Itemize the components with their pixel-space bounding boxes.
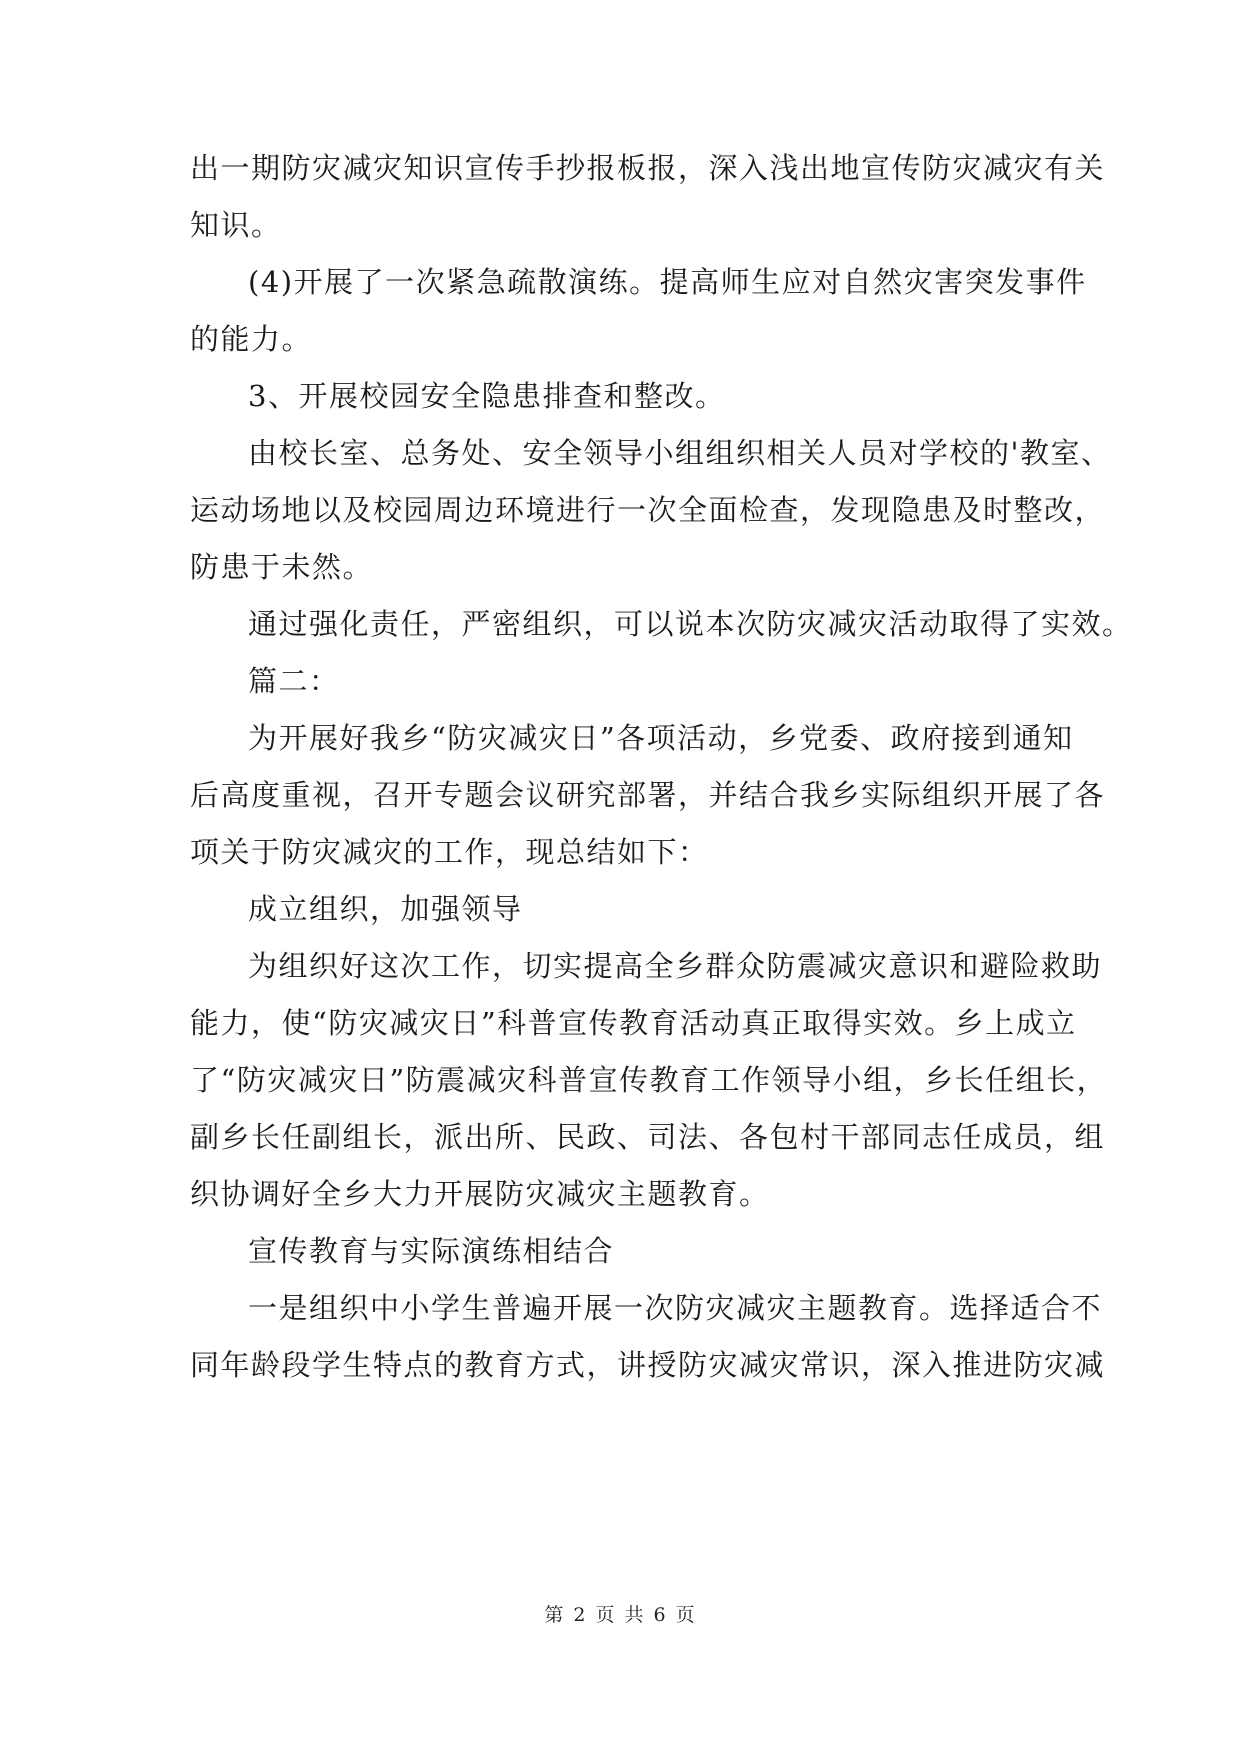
body-text-line: 副乡长任副组长，派出所、民政、司法、各包村干部同志任成员，组 (190, 1120, 1106, 1154)
section-heading: 成立组织，加强领导 (248, 892, 523, 926)
body-text-line: 织协调好全乡大力开展防灾减灾主题教育。 (190, 1177, 770, 1211)
body-text-line: 的能力。 (190, 322, 313, 356)
body-text-line: 能力，使“防灾减灾日”科普宣传教育活动真正取得实效。乡上成立 (190, 1006, 1077, 1040)
page-number-footer: 第 2 页 共 6 页 (544, 1604, 697, 1626)
body-text-line: (4)开展了一次紧急疏散演练。提高师生应对自然灾害突发事件 (248, 265, 1087, 299)
section-heading: 宣传教育与实际演练相结合 (248, 1234, 615, 1268)
section-heading: 3、开展校园安全隐患排查和整改。 (248, 379, 726, 413)
section-heading: 篇二： (248, 664, 340, 698)
body-text-line: 运动场地以及校园周边环境进行一次全面检查，发现隐患及时整改， (190, 493, 1106, 527)
body-text-line: 为组织好这次工作，切实提高全乡群众防震减灾意识和避险救助 (248, 949, 1103, 983)
body-text-line: 一是组织中小学生普遍开展一次防灾减灾主题教育。选择适合不 (248, 1291, 1103, 1325)
body-text-line: 知识。 (190, 208, 282, 242)
body-text-line: 为开展好我乡“防灾减灾日”各项活动，乡党委、政府接到通知 (248, 721, 1074, 755)
body-text-line: 由校长室、总务处、安全领导小组组织相关人员对学校的'教室、 (248, 436, 1112, 470)
body-text-line: 后高度重视，召开专题会议研究部署，并结合我乡实际组织开展了各 (190, 778, 1106, 812)
body-text-line: 通过强化责任，严密组织，可以说本次防灾减灾活动取得了实效。 (248, 607, 1133, 641)
body-text-line: 出一期防灾减灾知识宣传手抄报板报，深入浅出地宣传防灾减灾有关 (190, 151, 1106, 185)
body-text-line: 同年龄段学生特点的教育方式，讲授防灾减灾常识，深入推进防灾减 (190, 1348, 1106, 1382)
body-text-line: 防患于未然。 (190, 550, 374, 584)
body-text-line: 项关于防灾减灾的工作，现总结如下： (190, 835, 709, 869)
body-text-line: 了“防灾减灾日”防震减灾科普宣传教育工作领导小组，乡长任组长， (190, 1063, 1108, 1097)
